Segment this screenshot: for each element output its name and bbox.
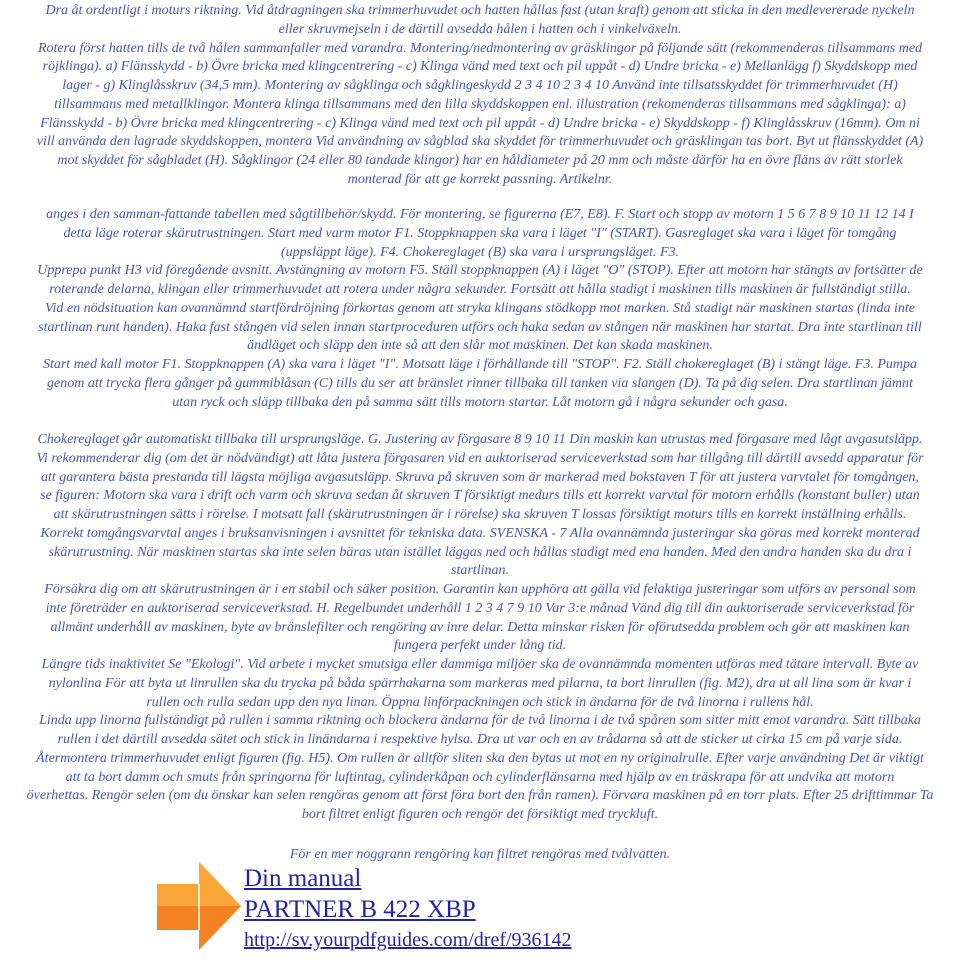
text-line: se figuren: Motorn ska vara i drift och varm och skruva sedan åt skruven T försiktigt medurs tills ett korrekt varvtal för motorn erhålls (konstant buller) utan [40, 488, 920, 504]
text-line: utan ryck och släpp tillbaka den på samma sätt tills motorn startar. Låt motorn gå i några sekunder och gasa. [172, 394, 788, 410]
text-line: Längre tids inaktivitet Se "Ekologi". Vid arbete i mycket smutsiga eller dammiga miljöer ska de ovannämnda momenten utföras med tätare intervall. Byte av [41, 657, 919, 672]
text-line: monterad för att ge korrekt passning. Artikelnr. [347, 171, 613, 187]
text-block [2, 431, 958, 825]
text-line: överhettas. Rengör selen (om du önskar kan selen rengöras genom att först föra bort den från ramen). Förvara maskinen på en torr plats. Efter 25 drifttimmar Ta [26, 788, 934, 804]
manual-link[interactable]: Din manual [244, 865, 362, 892]
paragraph [2, 656, 958, 712]
text-line: Chokereglaget går automatiskt tillbaka till ursprungsläge. G. Justering av förgasare 8 9 10 11 Din maskin kan utrustas med förgasare med lågt avgasutsläpp. [37, 432, 923, 447]
text-line: tillsammans med metallklingor. Montera klinga tillsammans med den lilla skyddskoppen enl. illustration (rekomenderas tillsammans med sågklinga): a) [54, 96, 906, 112]
paragraph [2, 712, 958, 825]
text-line: Start med kall motor F1. Stoppknappen (A) ska vara i läget "I". Motsatt läge i förhållande till "STOP". F2. Ställ chokereglaget (B) i stängt läge. F3. Pumpa [42, 357, 918, 372]
text-line: För en mer noggrann rengöring kan filtret rengöras med tvålvatten. [289, 847, 671, 862]
paragraph [2, 2, 958, 40]
text-line: att skärutrustningen sätts i rörelse. I motsatt fall (skärutrustningen är i rörelse) ska skruven T lossas försiktigt moturs tills en korrekt inställning erhålls. [53, 507, 907, 522]
text-line: att ta bort damm och smuts från springorna för luftintag, cylinderkåpan och cylinderflänsarna med hjälp av en träskrapa för att undvika att motorn [65, 769, 895, 785]
paragraph [2, 262, 958, 356]
text-block [2, 846, 958, 865]
text-line: nylonlina För att byta ut linrullen ska du trycka på båda spärrhakarna som markeras med pilarna, ta bort linrullen (fig. M2), dra ut all lina som är kvar i [48, 675, 912, 691]
text-block [2, 2, 958, 190]
product-link[interactable]: PARTNER B 422 XBP [244, 896, 476, 923]
paragraph [2, 356, 958, 412]
text-line: vill använda den lagrade skyddskoppen, montera Vid användning av sågblad ska skyddet för trimmerhuvudet och gräsklingan tas bort. Byt ut flänsskyddet (A) [36, 134, 924, 150]
text-line: Vid en nödsituation kan ovannämnd startfördröjning förkortas genom att stryka klingans stödkopp mot marken. Stå stadigt när maskinen startas (linda inte [45, 300, 915, 316]
arrow-logo-icon [155, 860, 243, 952]
text-line: detta läge roterar skärutrustningen. Start med varm motor F1. Stoppknappen ska vara i läget "I" (START). Gasreglaget ska vara i läget för tomgång [63, 225, 897, 241]
text-line: ändläget och släpp den inte så att den slår mot maskinen. Det kan skada maskinen. [247, 338, 713, 354]
text-line: anges i den samman-fattande tabellen med sågtillbehör/skydd. För montering, se figurerna (E7, E8). F. Start och stopp av motorn 1 5 6 7 8 9 10 11 12 14 I [46, 207, 914, 222]
text-line: Flänsskydd - b) Övre bricka med klingcentrering - c) Klinga vänd med text och pil uppåt - d) Undre bricka - e) Skyddskopp - f) Klinglåsskruv (16mm). Om ni [40, 115, 920, 131]
paragraph [2, 40, 958, 190]
text-line: skärutrustning. När maskinen startas ska inte selen bäras utan istället läggas ned och hållas stadigt med ena handen. Med den andra handen ska du dra i [48, 544, 912, 560]
text-line: fungera perfekt under lång tid. [393, 638, 567, 654]
text-line: allmänt underhåll av maskinen, byte av bränslefilter och rengöring av inre delar. Detta minskar risken för oförutsedda problem och gör att maskinen kan [50, 619, 910, 635]
text-line: Försäkra dig om att skärutrustningen är i en stabil och säker position. Garantin kan upphöra att gälla vid felaktiga justeringar som utförs av personal som [44, 582, 916, 597]
text-line: eller skruvmejseln i de därtill avsedda hålen i hatten och i vinkelväxeln. [278, 21, 682, 37]
text-line: Linda upp linorna fullständigt på rullen i samma riktning och blockera ändarna för de två linorna i de två spåren som sitter mitt emot varandra. Sätt tillbaka [39, 713, 921, 729]
text-line: Återmontera trimmerhuvudet enligt figuren (fig. H5). Om rullen är alltför sliten ska den bytas ut mot en ny originalrulle. Efter varje användning Det är viktigt [36, 750, 924, 766]
text-line: att garantera bästa prestanda till lägsta möjliga avgasutsläpp. Skruva på skruven som är markerad med bokstaven T för att justera varvtalet för tomgången, [40, 469, 920, 485]
text-line: startlinan. [451, 563, 509, 579]
text-line: (uppsläppt läge). F4. Chokereglaget (B) ska vara i ursprungsläget. F3. [280, 244, 680, 260]
paragraph [2, 846, 958, 865]
text-line: genom att trycka flera gånger på gummiblåsan (C) tills du ser att bränslet rinner tillbaka till tanken via slangen (D). Ta på dig selen. Dra startlinan jämnt [47, 375, 913, 391]
url-link[interactable]: http://sv.yourpdfguides.com/dref/936142 [244, 929, 572, 951]
text-line: Dra åt ordentligt i moturs riktning. Vid åtdragningen ska trimmerhuvudet och hatten hållas fast (utan kraft) genom att sticka in den medlevererade nyckeln [45, 3, 915, 18]
text-line: startlinan runt handen). Haka fast stången vid selen innan startproceduren utförs och haka sedan av stången när maskinen har startat. Dra inte startlinan till [38, 319, 922, 335]
text-line: Korrekt tomgångsvarvtal anges i bruksanvisningen i avsnittet för tekniska data. SVENSKA - 7 Alla ovannämnda justeringar ska göras med korrekt monterad [40, 525, 920, 541]
text-line: mot skyddet för sågbladet (H). Sågklingor (24 eller 80 tandade klingor) har en håldiameter på 20 mm och måste därför ha en övre fläns av rätt storlek [57, 153, 903, 168]
paragraph [2, 581, 958, 656]
text-line: roterande delarna, klingan eller trimmerhuvudet att rotera under några sekunder. Fortsätt att hålla stadigt i maskinen tills maskinen är fullständigt stilla. [49, 282, 911, 297]
text-line: inte företräder en auktoriserad serviceverkstad. H. Regelbundet underhåll 1 2 3 4 7 9 10 Var 3:e månad Vänd dig till din auktoriserade serviceverkstad för [45, 600, 915, 616]
paragraph [2, 431, 958, 581]
text-line: rullen i det därtill avsedda sätet och stick in linändarna i respektive hylsa. Dra ut var och en av trådarna så att de sticker ut cirka 15 cm på varje sida. [57, 732, 903, 747]
text-block [2, 206, 958, 412]
text-line: röjklinga). a) Flänsskydd - b) Övre bricka med klingcentrering - c) Klinga vänd med text och pil uppåt - d) Undre bricka - e) Mellanlägg f) Skyddskopp med [42, 59, 918, 75]
paragraph [2, 206, 958, 262]
text-line: Vi rekommenderar dig (om det är nödvändigt) att låta justera förgasaren vid en auktoriserad serviceverkstad som har tillgång till därtill avsedd apparatur för [36, 450, 924, 466]
text-line: Rotera först hatten tills de två hålen sammanfaller med varandra. Montering/nedmontering av gräsklingor på följande sätt (rekommenderas tillsammans med [37, 40, 923, 56]
text-line: lager - g) Klinglåsskruv (34,5 mm). Montering av sågklinga och sågklingeskydd 2 3 4 10 2 3 4 10 Använd inte tillsatsskyddet för trimmerhuvudet (H) [62, 78, 898, 93]
text-line: bort filtret enligt figuren och rengör det försiktigt med tryckluft. [301, 807, 659, 822]
text-line: rullen och rulla sedan upp den nya linan. Öppna linförpackningen och stick in ändarna för de två linorna i rullens hål. [146, 694, 814, 710]
text-line: Upprepa punkt H3 vid föregående avsnitt. Avstängning av motorn F5. Ställ stoppknappen (A) i läget "O" (STOP). Efter att motorn har stängts av fortsätter de [37, 263, 923, 279]
